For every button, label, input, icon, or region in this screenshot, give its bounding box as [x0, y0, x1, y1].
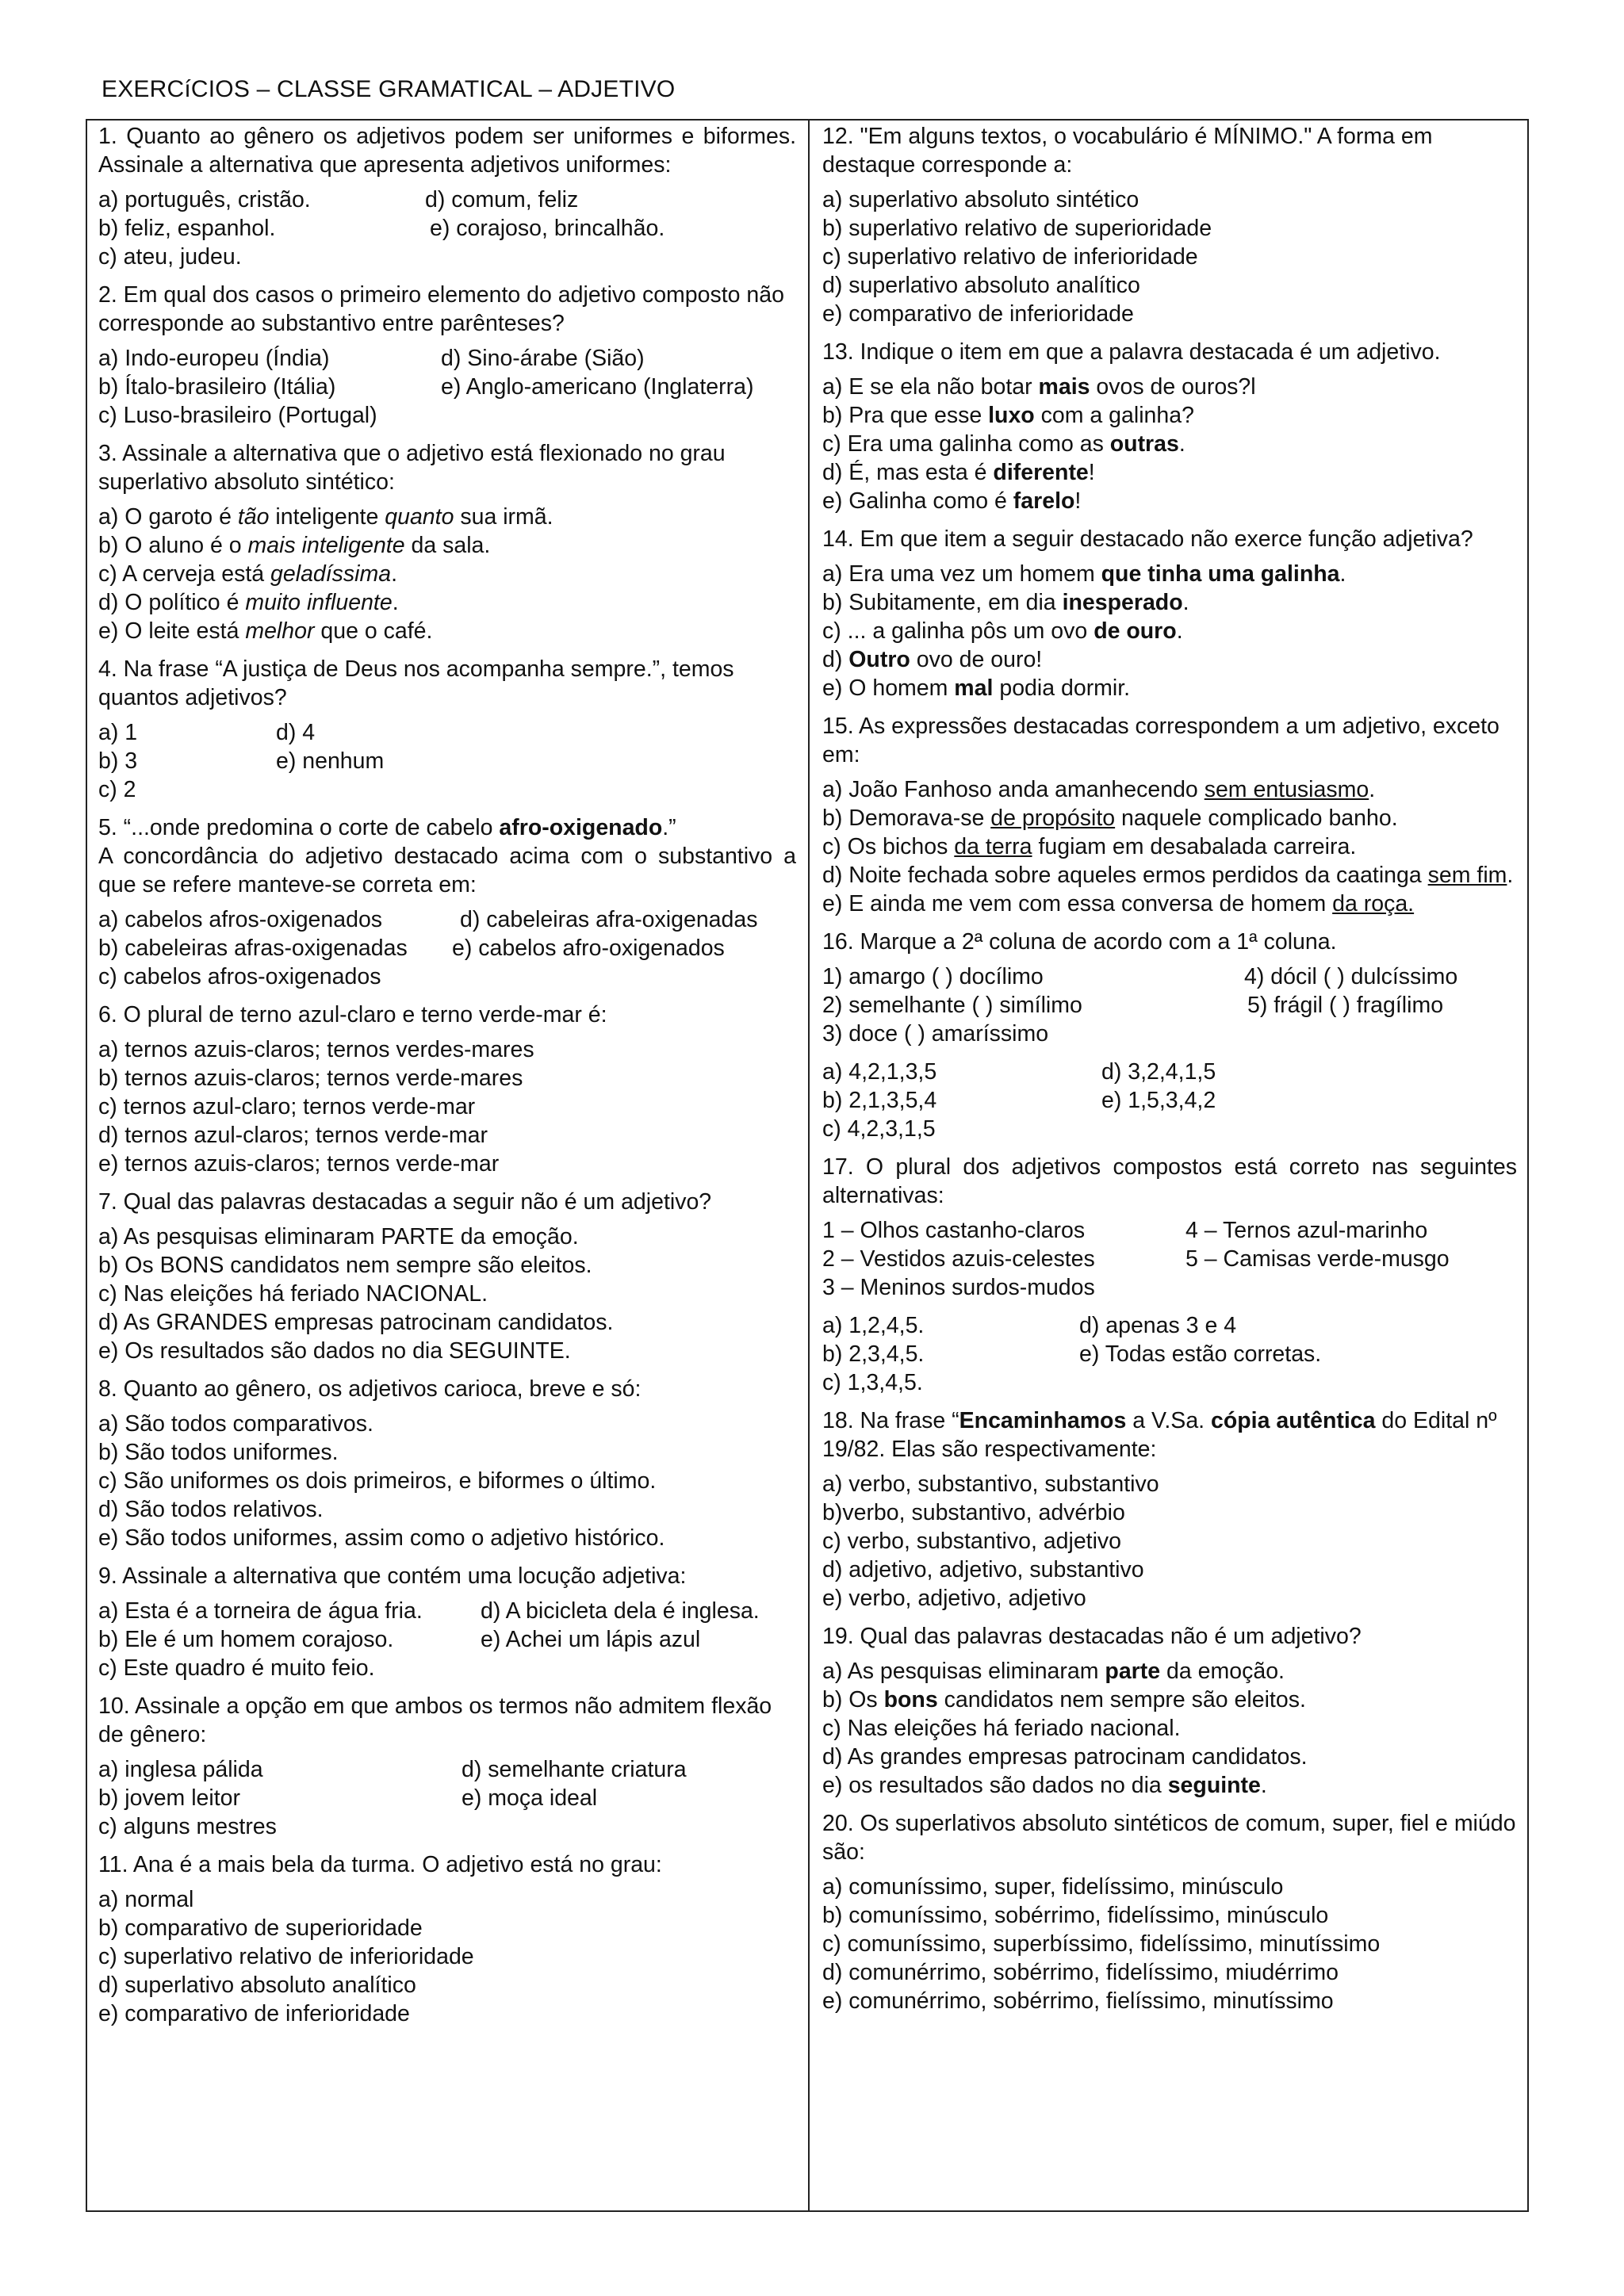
option-b: b) 3 — [98, 748, 138, 774]
question-3-stem: 3. Assinale a alternativa que o adjetivo está flexionado no grau superlativo absoluto sintético: — [98, 441, 726, 495]
option-e: e) Todas estão corretas. — [1079, 1341, 1322, 1367]
option-d: d) São todos relativos. — [98, 1497, 324, 1522]
column-divider — [808, 119, 810, 2212]
option-a: a) superlativo absoluto sintético — [822, 187, 1139, 212]
question-14-options — [822, 560, 1517, 702]
right-column — [822, 122, 1517, 2025]
question-2-stem: 2. Em qual dos casos o primeiro elemento do adjetivo composto não corresponde ao substantivo entre parênteses? — [98, 282, 784, 336]
item-2: 2 – Vestidos azuis-celestes — [822, 1246, 1095, 1272]
option-d: d) Outro ovo de ouro! — [822, 647, 1043, 672]
question-1-stem: 1. Quanto ao gênero os adjetivos podem ser uniformes e biformes. Assinale a alternativa que apresenta adjetivos uniformes: — [98, 124, 796, 178]
question-5-stem: A concordância do adjetivo destacado acima com o substantivo a que se refere manteve-se correta em: — [98, 844, 796, 897]
option-d: d) É, mas esta é diferente! — [822, 460, 1095, 485]
question-19-options — [822, 1657, 1517, 1800]
option-e: e) E ainda me vem com essa conversa de homem da roça. — [822, 891, 1415, 916]
question-7-stem: 7. Qual das palavras destacadas a seguir não é um adjetivo? — [98, 1189, 712, 1215]
question-16-stem: 16. Marque a 2ª coluna de acordo com a 1ª coluna. — [822, 929, 1337, 955]
option-b: b) Os bons candidatos nem sempre são eleitos. — [822, 1687, 1306, 1712]
page-title: EXERCíCIOS – CLASSE GRAMATICAL – ADJETIVO — [102, 76, 676, 102]
option-b: b) Os BONS candidatos nem sempre são eleitos. — [98, 1253, 592, 1278]
question-9-stem: 9. Assinale a alternativa que contém uma locução adjetiva: — [98, 1563, 687, 1589]
option-b: b) Ele é um homem corajoso. — [98, 1627, 394, 1652]
question-3 — [98, 439, 796, 645]
option-c: c) Luso-brasileiro (Portugal) — [98, 403, 377, 428]
question-14-stem: 14. Em que item a seguir destacado não exerce função adjetiva? — [822, 526, 1473, 552]
option-a: a) As pesquisas eliminaram parte da emoção. — [822, 1659, 1285, 1684]
option-d: d) O político é muito influente. — [98, 590, 399, 615]
question-5 — [98, 813, 796, 991]
option-c: c) Este quadro é muito feio. — [98, 1655, 375, 1681]
option-b: b) São todos uniformes. — [98, 1440, 339, 1465]
option-e: e) O homem mal podia dormir. — [822, 675, 1131, 701]
question-11-options — [98, 1885, 796, 2028]
option-a: a) E se ela não botar mais ovos de ouros?l — [822, 374, 1256, 400]
option-b: b) superlativo relativo de superioridade — [822, 216, 1212, 241]
option-c: c) comuníssimo, superbíssimo, fidelíssimo, minutíssimo — [822, 1931, 1381, 1957]
option-b: b) Demorava-se de propósito naquele complicado banho. — [822, 806, 1398, 831]
question-4-stem: 4. Na frase “A justiça de Deus nos acompanha sempre.”, temos quantos adjetivos? — [98, 656, 734, 710]
question-3-options — [98, 503, 796, 645]
option-c: c) Nas eleições há feriado NACIONAL. — [98, 1281, 488, 1307]
match-3: 3) doce ( ) amaríssimo — [822, 1021, 1049, 1047]
question-1 — [98, 122, 796, 271]
option-a: a) 1,2,4,5. — [822, 1313, 925, 1338]
option-c: c) 4,2,3,1,5 — [822, 1116, 936, 1142]
option-c: c) verbo, substantivo, adjetivo — [822, 1529, 1122, 1554]
question-12 — [822, 122, 1517, 328]
option-e: e) corajoso, brincalhão. — [430, 216, 665, 241]
question-4 — [98, 655, 796, 804]
option-e: e) comparativo de inferioridade — [822, 301, 1134, 327]
option-c: c) 2 — [98, 777, 136, 802]
question-4-options — [98, 718, 796, 804]
question-18 — [822, 1406, 1517, 1613]
option-e: e) São todos uniformes, assim como o adjetivo histórico. — [98, 1525, 665, 1551]
option-a: a) português, cristão. — [98, 187, 311, 212]
question-1-options — [98, 186, 796, 271]
option-c: c) 1,3,4,5. — [822, 1370, 923, 1395]
question-13-options — [822, 373, 1517, 515]
option-b: b) comparativo de superioridade — [98, 1915, 423, 1941]
option-c: c) Os bichos da terra fugiam em desabalada carreira. — [822, 834, 1357, 859]
option-c: c) cabelos afros-oxigenados — [98, 964, 381, 989]
option-d: d) Noite fechada sobre aqueles ermos perdidos da caatinga sem fim. — [822, 863, 1514, 888]
option-a: a) cabelos afros-oxigenados — [98, 907, 383, 932]
option-d: d) apenas 3 e 4 — [1079, 1313, 1237, 1338]
question-19 — [822, 1622, 1517, 1800]
option-b: b) 2,3,4,5. — [822, 1341, 925, 1367]
question-20-options — [822, 1873, 1517, 2015]
option-e: e) O leite está melhor que o café. — [98, 618, 433, 644]
option-a: a) verbo, substantivo, substantivo — [822, 1471, 1159, 1497]
option-b: b) O aluno é o mais inteligente da sala. — [98, 533, 491, 558]
option-d: d) As grandes empresas patrocinam candidatos. — [822, 1744, 1308, 1770]
question-11-stem: 11. Ana é a mais bela da turma. O adjetivo está no grau: — [98, 1852, 662, 1877]
question-17 — [822, 1153, 1517, 1397]
option-b: b) ternos azuis-claros; ternos verde-mares — [98, 1066, 523, 1091]
option-c: c) superlativo relativo de inferioridade — [98, 1944, 474, 1969]
option-c: c) A cerveja está geladíssima. — [98, 561, 398, 587]
question-12-options — [822, 186, 1517, 328]
option-b: b)verbo, substantivo, advérbio — [822, 1500, 1125, 1525]
option-b: b) Subitamente, em dia inesperado. — [822, 590, 1189, 615]
item-5: 5 – Camisas verde-musgo — [1185, 1246, 1450, 1272]
question-14 — [822, 525, 1517, 702]
question-9 — [98, 1562, 796, 1682]
option-d: d) superlativo absoluto analítico — [98, 1973, 416, 1998]
question-5-quote: 5. “...onde predomina o corte de cabelo afro-oxigenado.” — [98, 815, 676, 840]
option-a: a) Indo-europeu (Índia) — [98, 346, 330, 371]
question-2-options — [98, 344, 796, 430]
question-11 — [98, 1850, 796, 2028]
option-b: b) cabeleiras afras-oxigenadas — [98, 936, 408, 961]
option-c: c) São uniformes os dois primeiros, e biformes o último. — [98, 1468, 657, 1494]
option-a: a) ternos azuis-claros; ternos verdes-mares — [98, 1037, 534, 1062]
question-6-options — [98, 1035, 796, 1178]
question-7-options — [98, 1223, 796, 1365]
question-12-stem: 12. "Em alguns textos, o vocabulário é MÍNIMO." A forma em destaque corresponde a: — [822, 124, 1433, 178]
question-13 — [822, 338, 1517, 515]
option-e: e) cabelos afro-oxigenados — [452, 936, 725, 961]
option-d: d) 3,2,4,1,5 — [1101, 1059, 1216, 1085]
option-a: a) O garoto é tão inteligente quanto sua irmã. — [98, 504, 553, 530]
item-3: 3 – Meninos surdos-mudos — [822, 1275, 1095, 1300]
option-e: e) nenhum — [276, 748, 385, 774]
option-d: d) A bicicleta dela é inglesa. — [481, 1598, 760, 1624]
option-b: b) Ítalo-brasileiro (Itália) — [98, 374, 336, 400]
option-c: c) ternos azul-claro; ternos verde-mar — [98, 1094, 476, 1119]
option-e: e) verbo, adjetivo, adjetivo — [822, 1586, 1086, 1611]
match-2: 2) semelhante ( ) simílimo — [822, 993, 1082, 1018]
question-6-stem: 6. O plural de terno azul-claro e terno verde-mar é: — [98, 1002, 607, 1027]
question-19-stem: 19. Qual das palavras destacadas não é um adjetivo? — [822, 1624, 1362, 1649]
option-e: e) ternos azuis-claros; ternos verde-mar — [98, 1151, 500, 1177]
question-5-options — [98, 905, 796, 991]
question-6 — [98, 1001, 796, 1178]
item-4: 4 – Ternos azul-marinho — [1185, 1218, 1428, 1243]
option-d: d) superlativo absoluto analítico — [822, 273, 1140, 298]
question-20-stem: 20. Os superlativos absoluto sintéticos de comum, super, fiel e miúdo são: — [822, 1811, 1516, 1865]
question-16 — [822, 928, 1517, 1143]
question-17-items — [822, 1216, 1517, 1302]
left-column — [98, 122, 796, 2038]
option-d: d) 4 — [276, 720, 316, 745]
question-18-options — [822, 1470, 1517, 1613]
question-10-options — [98, 1755, 796, 1841]
option-b: b) 2,1,3,5,4 — [822, 1088, 937, 1113]
option-c: c) alguns mestres — [98, 1814, 277, 1839]
question-10-stem: 10. Assinale a opção em que ambos os termos não admitem flexão de gênero: — [98, 1693, 772, 1747]
option-a: a) inglesa pálida — [98, 1757, 263, 1782]
question-9-options — [98, 1597, 796, 1682]
option-b: b) comuníssimo, sobérrimo, fidelíssimo, minúsculo — [822, 1903, 1329, 1928]
option-a: a) Era uma vez um homem que tinha uma galinha. — [822, 561, 1346, 587]
option-e: e) comunérrimo, sobérrimo, fielíssimo, minutíssimo — [822, 1988, 1334, 2014]
question-15-stem: 15. As expressões destacadas correspondem a um adjetivo, exceto em: — [822, 714, 1500, 767]
question-8-options — [98, 1410, 796, 1552]
match-5: 5) frágil ( ) fragílimo — [1247, 993, 1444, 1018]
option-d: d) Sino-árabe (Sião) — [441, 346, 645, 371]
option-a: a) comuníssimo, super, fidelíssimo, minúsculo — [822, 1874, 1284, 1900]
option-d: d) As GRANDES empresas patrocinam candidatos. — [98, 1310, 614, 1335]
question-16-matching — [822, 962, 1517, 1048]
question-16-options — [822, 1058, 1517, 1143]
question-2 — [98, 281, 796, 430]
option-e: e) Galinha como é farelo! — [822, 488, 1082, 514]
option-a: a) normal — [98, 1887, 194, 1912]
option-e: e) Anglo-americano (Inglaterra) — [441, 374, 754, 400]
option-c: c) ateu, judeu. — [98, 244, 242, 270]
question-10 — [98, 1692, 796, 1841]
option-a: a) 1 — [98, 720, 138, 745]
question-20 — [822, 1809, 1517, 2015]
option-d: d) ternos azul-claros; ternos verde-mar — [98, 1123, 488, 1148]
option-e: e) os resultados são dados no dia seguinte. — [822, 1773, 1267, 1798]
option-d: d) comunérrimo, sobérrimo, fidelíssimo, miudérrimo — [822, 1960, 1339, 1985]
option-c: c) Era uma galinha como as outras. — [822, 431, 1185, 457]
question-15-options — [822, 775, 1517, 918]
option-b: b) feliz, espanhol. — [98, 216, 276, 241]
option-c: c) superlativo relativo de inferioridade — [822, 244, 1198, 270]
option-e: e) comparativo de inferioridade — [98, 2001, 410, 2026]
option-e: e) Os resultados são dados no dia SEGUINTE. — [98, 1338, 571, 1364]
option-d: d) adjetivo, adjetivo, substantivo — [822, 1557, 1144, 1582]
option-a: a) 4,2,1,3,5 — [822, 1059, 937, 1085]
question-15 — [822, 712, 1517, 918]
question-18-stem: 18. Na frase “Encaminhamos a V.Sa. cópia autêntica do Edital nº 19/82. Elas são respectivamente: — [822, 1408, 1497, 1462]
option-a: a) João Fanhoso anda amanhecendo sem entusiasmo. — [822, 777, 1376, 802]
option-e: e) 1,5,3,4,2 — [1101, 1088, 1216, 1113]
match-1: 1) amargo ( ) docílimo — [822, 964, 1044, 989]
question-7 — [98, 1188, 796, 1365]
option-a: a) São todos comparativos. — [98, 1411, 373, 1437]
option-d: d) comum, feliz — [425, 187, 579, 212]
question-8 — [98, 1375, 796, 1552]
option-a: a) Esta é a torneira de água fria. — [98, 1598, 423, 1624]
question-17-stem: 17. O plural dos adjetivos compostos está correto nas seguintes alternativas: — [822, 1154, 1517, 1208]
option-d: d) semelhante criatura — [462, 1757, 687, 1782]
option-c: c) Nas eleições há feriado nacional. — [822, 1716, 1181, 1741]
option-b: b) Pra que esse luxo com a galinha? — [822, 403, 1194, 428]
question-8-stem: 8. Quanto ao gênero, os adjetivos carioca, breve e só: — [98, 1376, 642, 1402]
option-e: e) moça ideal — [462, 1785, 598, 1811]
option-c: c) ... a galinha pôs um ovo de ouro. — [822, 618, 1183, 644]
item-1: 1 – Olhos castanho-claros — [822, 1218, 1086, 1243]
match-4: 4) dócil ( ) dulcíssimo — [1244, 964, 1458, 989]
option-d: d) cabeleiras afra-oxigenadas — [460, 907, 758, 932]
option-e: e) Achei um lápis azul — [481, 1627, 701, 1652]
question-13-stem: 13. Indique o item em que a palavra destacada é um adjetivo. — [822, 339, 1441, 365]
option-b: b) jovem leitor — [98, 1785, 240, 1811]
option-a: a) As pesquisas eliminaram PARTE da emoção. — [98, 1224, 579, 1249]
question-17-options — [822, 1311, 1517, 1397]
